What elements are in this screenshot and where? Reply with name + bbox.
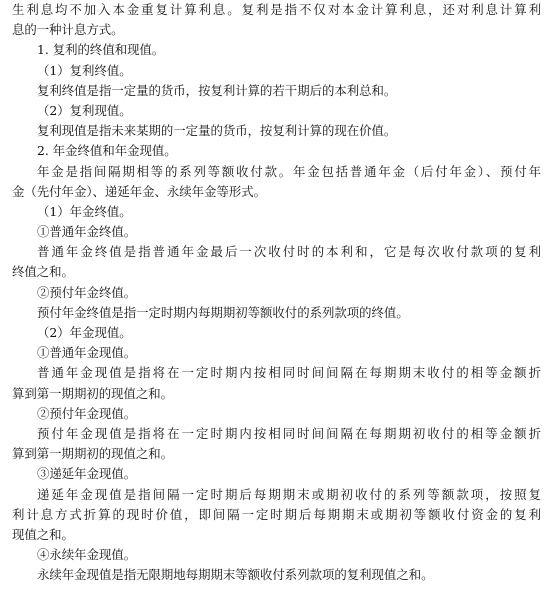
text-line: （1）复利终值。 <box>37 62 132 78</box>
text-line: 普通年金终值是指普通年金最后一次收付时的本利和，它是每次收付款项的复利 <box>37 244 541 260</box>
text-line: 终值之和。 <box>12 264 74 280</box>
text-line: 1. 复利的终值和现值。 <box>37 42 165 58</box>
text-line: 算到第一期期初的现值之和。 <box>12 446 174 462</box>
text-line: ①普通年金终值。 <box>37 224 137 240</box>
text-line: 预付年金现值是指将在一定时期内按相同时间间隔在每期期初收付的相等金额折 <box>37 425 541 441</box>
text-line: 现值之和。 <box>12 526 74 542</box>
text-line: （2）复利现值。 <box>37 102 132 118</box>
text-line: 复利现值是指未来某期的一定量的货币，按复利计算的现在价值。 <box>37 123 397 139</box>
text-line: ③递延年金现值。 <box>37 466 137 482</box>
text-line: 生利息均不加入本金重复计算利息。复利是指不仅对本金计算利息，还对利息计算利 <box>12 2 541 17</box>
text-line: 普通年金现值是指将在一定时期内按相同时间间隔在每期期末收付的相等金额折 <box>37 365 541 381</box>
text-line: 金（先付年金）、递延年金、永续年金等形式。 <box>12 183 267 199</box>
text-line: 预付年金终值是指一定时期内每期期初等额收付的系列款项的终值。 <box>37 304 409 320</box>
text-line: 复利终值是指一定量的货币，按复利计算的若干期后的本利总和。 <box>37 82 397 98</box>
text-line: ②预付年金终值。 <box>37 284 137 300</box>
text-line: 2. 年金终值和年金现值。 <box>37 143 177 159</box>
text-line: （2）年金现值。 <box>37 325 132 340</box>
text-line: 递延年金现值是指间隔一定时期后每期期末或期初收付的系列等额款项，按照复 <box>37 486 541 502</box>
text-line: 息的一种计息方式。 <box>12 22 124 38</box>
text-line: 算到第一期期初的现值之和。 <box>12 385 174 401</box>
text-line: 年金是指间隔期相等的系列等额收付款。年金包括普通年金（后付年金）、预付年 <box>37 163 541 179</box>
text-line: 利计息方式折算的现时价值，即间隔一定时期后每期期末或期初等额收付资金的复利 <box>12 506 541 522</box>
text-line: ①普通年金现值。 <box>37 345 137 361</box>
text-line: （1）年金终值。 <box>37 203 132 219</box>
text-line: 永续年金现值是指无限期地每期期末等额收付系列款项的复利现值之和。 <box>37 567 434 583</box>
text-line: ④永续年金现值。 <box>37 547 137 563</box>
text-line: ②预付年金现值。 <box>37 405 137 421</box>
